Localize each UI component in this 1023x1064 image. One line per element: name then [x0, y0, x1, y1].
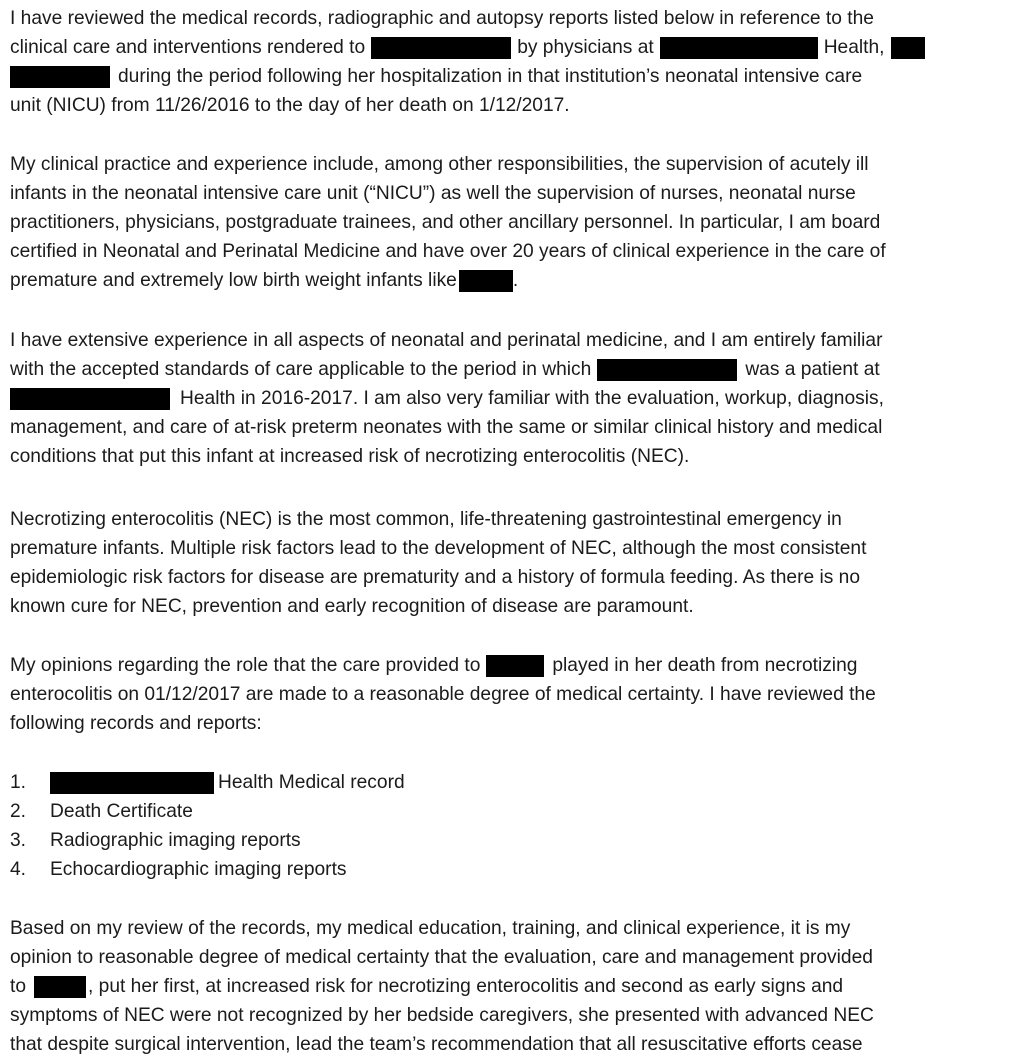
- list-number: 1.: [10, 772, 27, 793]
- redaction-box: [34, 976, 86, 998]
- text: I have extensive experience in all aspects of neonatal and perinatal medicine, and I am entirely familiar: [10, 330, 883, 351]
- text: I have reviewed the medical records, radiographic and autopsy reports listed below in reference to the: [10, 8, 874, 29]
- p3-line5: [10, 442, 1008, 471]
- p3-line2: [10, 355, 1008, 384]
- p2-line5: [10, 266, 1008, 295]
- p5-line1: [10, 651, 1008, 680]
- text: during the period following her hospitalization in that institution’s neonatal intensive care: [118, 66, 863, 87]
- text: Health in 2016-2017. I am also very familiar with the evaluation, workup, diagnosis,: [180, 388, 884, 409]
- text: symptoms of NEC were not recognized by her bedside caregivers, she presented with advanced NEC: [10, 1005, 874, 1026]
- p5-line2: [10, 680, 1008, 709]
- redaction-box: [660, 37, 818, 59]
- redaction-box: [10, 388, 170, 410]
- text: clinical care and interventions rendered to: [10, 37, 366, 58]
- text: , put her first, at increased risk for necrotizing enterocolitis and second as early signs and: [88, 976, 844, 997]
- list-text: Death Certificate: [50, 801, 193, 822]
- text: My opinions regarding the role that the care provided to: [10, 655, 481, 676]
- p6-line2: [10, 943, 1008, 972]
- text: premature and extremely low birth weight infants like: [10, 270, 457, 291]
- redaction-box: [597, 359, 737, 381]
- p1-line4: [10, 91, 1008, 120]
- text: by physicians at: [517, 37, 654, 58]
- p4-line1: [10, 505, 1008, 534]
- text: was a patient at: [745, 359, 880, 380]
- text: opinion to reasonable degree of medical certainty that the evaluation, care and management provided: [10, 947, 873, 968]
- text: Necrotizing enterocolitis (NEC) is the most common, life-threatening gastrointestinal emergency in: [10, 509, 842, 530]
- text: conditions that put this infant at increased risk of necrotizing enterocolitis (NEC).: [10, 446, 690, 467]
- text: premature infants. Multiple risk factors lead to the development of NEC, although the most consistent: [10, 538, 867, 559]
- list-text: Radiographic imaging reports: [50, 830, 301, 851]
- p2-line3: [10, 208, 1008, 237]
- text: to: [10, 976, 27, 997]
- list-item: [10, 797, 193, 826]
- text: My clinical practice and experience include, among other responsibilities, the supervision of acutely ill: [10, 154, 869, 175]
- p4-line3: [10, 563, 1008, 592]
- list-item: [10, 855, 347, 884]
- text: that despite surgical intervention, lead the team’s recommendation that all resuscitative efforts cease: [10, 1034, 863, 1055]
- text: Health,: [823, 37, 885, 58]
- p1-line1: [10, 4, 1008, 33]
- redaction-box: [459, 270, 513, 292]
- p4-line4: [10, 592, 1008, 621]
- list-item: [10, 826, 301, 855]
- redaction-box: [50, 772, 214, 794]
- list-item: [10, 768, 405, 797]
- p6-line1: [10, 914, 1008, 943]
- list-number: 4.: [10, 859, 27, 880]
- text: enterocolitis on 01/12/2017 are made to a reasonable degree of medical certainty. I have reviewed the: [10, 684, 876, 705]
- redaction-box: [891, 37, 925, 59]
- text: practitioners, physicians, postgraduate trainees, and other ancillary personnel. In particular, I am board: [10, 212, 881, 233]
- p6-line4: [10, 1001, 1008, 1030]
- p4-line2: [10, 534, 1008, 563]
- list-number: 3.: [10, 830, 27, 851]
- text: unit (NICU) from 11/26/2016 to the day of her death on 1/12/2017.: [10, 95, 570, 116]
- text: Based on my review of the records, my medical education, training, and clinical experience, it is my: [10, 918, 851, 939]
- text: certified in Neonatal and Perinatal Medicine and have over 20 years of clinical experience in the care of: [10, 241, 886, 262]
- p6-line3: [10, 972, 1008, 1001]
- text: known cure for NEC, prevention and early recognition of disease are paramount.: [10, 596, 694, 617]
- redaction-box: [10, 66, 110, 88]
- p3-line4: [10, 413, 1008, 442]
- p1-line2: [10, 33, 1008, 62]
- text: infants in the neonatal intensive care unit (“NICU”) as well the supervision of nurses, neonatal nurse: [10, 183, 856, 204]
- p2-line1: [10, 150, 1008, 179]
- text: played in her death from necrotizing: [552, 655, 858, 676]
- text: with the accepted standards of care applicable to the period in which: [10, 359, 592, 380]
- list-text: Health Medical record: [218, 772, 405, 793]
- p6-line5: [10, 1030, 1008, 1059]
- redaction-box: [486, 655, 544, 677]
- text: epidemiologic risk factors for disease are prematurity and a history of formula feeding. As there is no: [10, 567, 860, 588]
- p3-line1: [10, 326, 1008, 355]
- redaction-box: [371, 37, 511, 59]
- list-number: 2.: [10, 801, 27, 822]
- text: management, and care of at-risk preterm neonates with the same or similar clinical history and medical: [10, 417, 883, 438]
- list-text: Echocardiographic imaging reports: [50, 859, 347, 880]
- text: following records and reports:: [10, 713, 262, 734]
- p1-line3: [10, 62, 1008, 91]
- p3-line3: [10, 384, 1008, 413]
- p5-line3: [10, 709, 1008, 738]
- p2-line2: [10, 179, 1008, 208]
- p2-line4: [10, 237, 1008, 266]
- text: .: [512, 270, 519, 291]
